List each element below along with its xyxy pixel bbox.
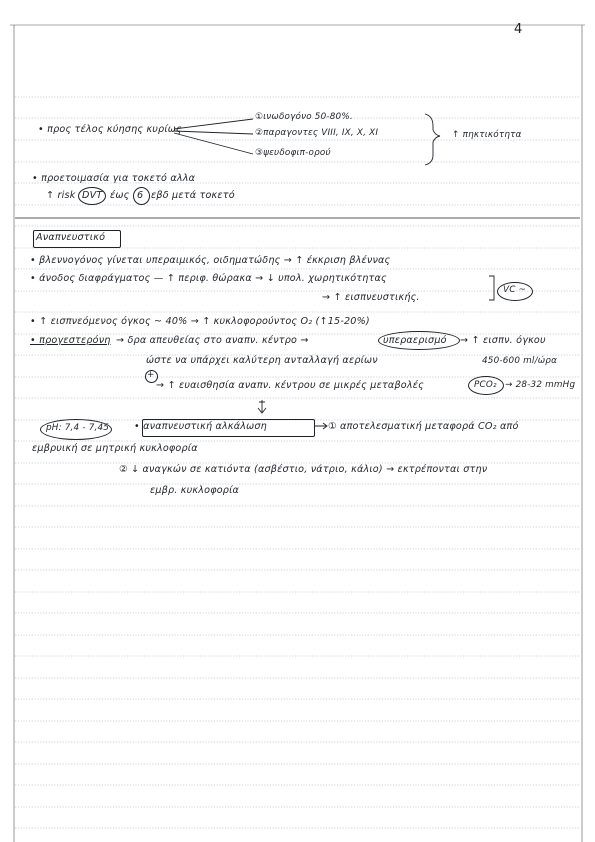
cations-note: ② ↓ αναγκών σε κατιόντα (ασβέστιο, νάτριο, κάλιο) → εκτρέπονται στην [119,464,488,475]
pregnancy-late-factors-label: • προς τέλος κύησης κυρίως [38,124,182,135]
coagulability-note: ↑ πηκτικότητα [452,130,522,140]
birth-preparation-note: • προετοιμασία για τοκετό αλλα [32,173,196,184]
tidal-volume-note: • ↑ εισπνεόμενος όγκος ~ 40% → ↑ κυκλοφορούντος O₂ (↑15-20%) [30,316,370,327]
progesterone-action: → δρα απευθείας στο αναπν. κέντρο → [116,335,309,346]
hyperventilation-label: υπεραερισμό [383,335,447,346]
gas-exchange-note: ώστε να υπάρχει καλύτερη ανταλλαγή αερίων [146,355,378,366]
postpartum-label: εβδ μετά τοκετό [151,190,235,201]
co2-transfer-note: ① αποτελεσματική μεταφορά CO₂ από [328,421,519,432]
until-label: έως [110,190,130,201]
inspiratory-note: → ↑ εισπνευστικής. [322,292,420,303]
ph-range: pH: 7,4 - 7,45 [46,423,110,433]
section-heading: Αναπνευστικό [36,232,106,243]
plus-mark: + [147,370,155,380]
risk-label: ↑ risk [46,190,76,201]
pco2-range: → 28-32 mmHg [505,380,576,390]
six-weeks-number: 6 [137,190,144,201]
circulation-note: εμβρυική σε μητρική κυκλοφορία [32,443,198,454]
alkalosis-label: • αναπνευστική αλκάλωση [134,421,267,432]
page-number: 4 [514,22,523,37]
factors-item: ②παραγοντες VIII, IX, X, XI [255,128,379,138]
volume-range: 450-600 ml/ώρα [482,356,558,366]
fetal-circulation-note: εμβρ. κυκλοφορία [150,485,240,496]
dvt-label: DVT [82,190,103,201]
volume-increase-note: → ↑ εισπν. όγκου [460,335,546,346]
progesterone-label: • προγεστερόνη [30,335,111,346]
pco2-label: PCO₂ [474,380,497,390]
vc-label: VC ~ [503,285,527,295]
fibrinogen-item: ①ινωδογόνο 50-80%. [255,112,353,122]
sensitivity-note: → ↑ ευαισθησία αναπν. κέντρου σε μικρές μεταβολές [156,380,424,391]
third-item: ③ψευδοφιπ-ορού [255,148,331,158]
diaphragm-note: • άνοδος διαφράγματος — ↑ περιφ. θώρακα → ↓ υπολ. χωρητικότητας [30,273,387,284]
mucosa-note: • βλεννογόνος γίνεται υπεραιμικός, οιδηματώδης → ↑ έκκριση βλέννας [30,255,391,266]
